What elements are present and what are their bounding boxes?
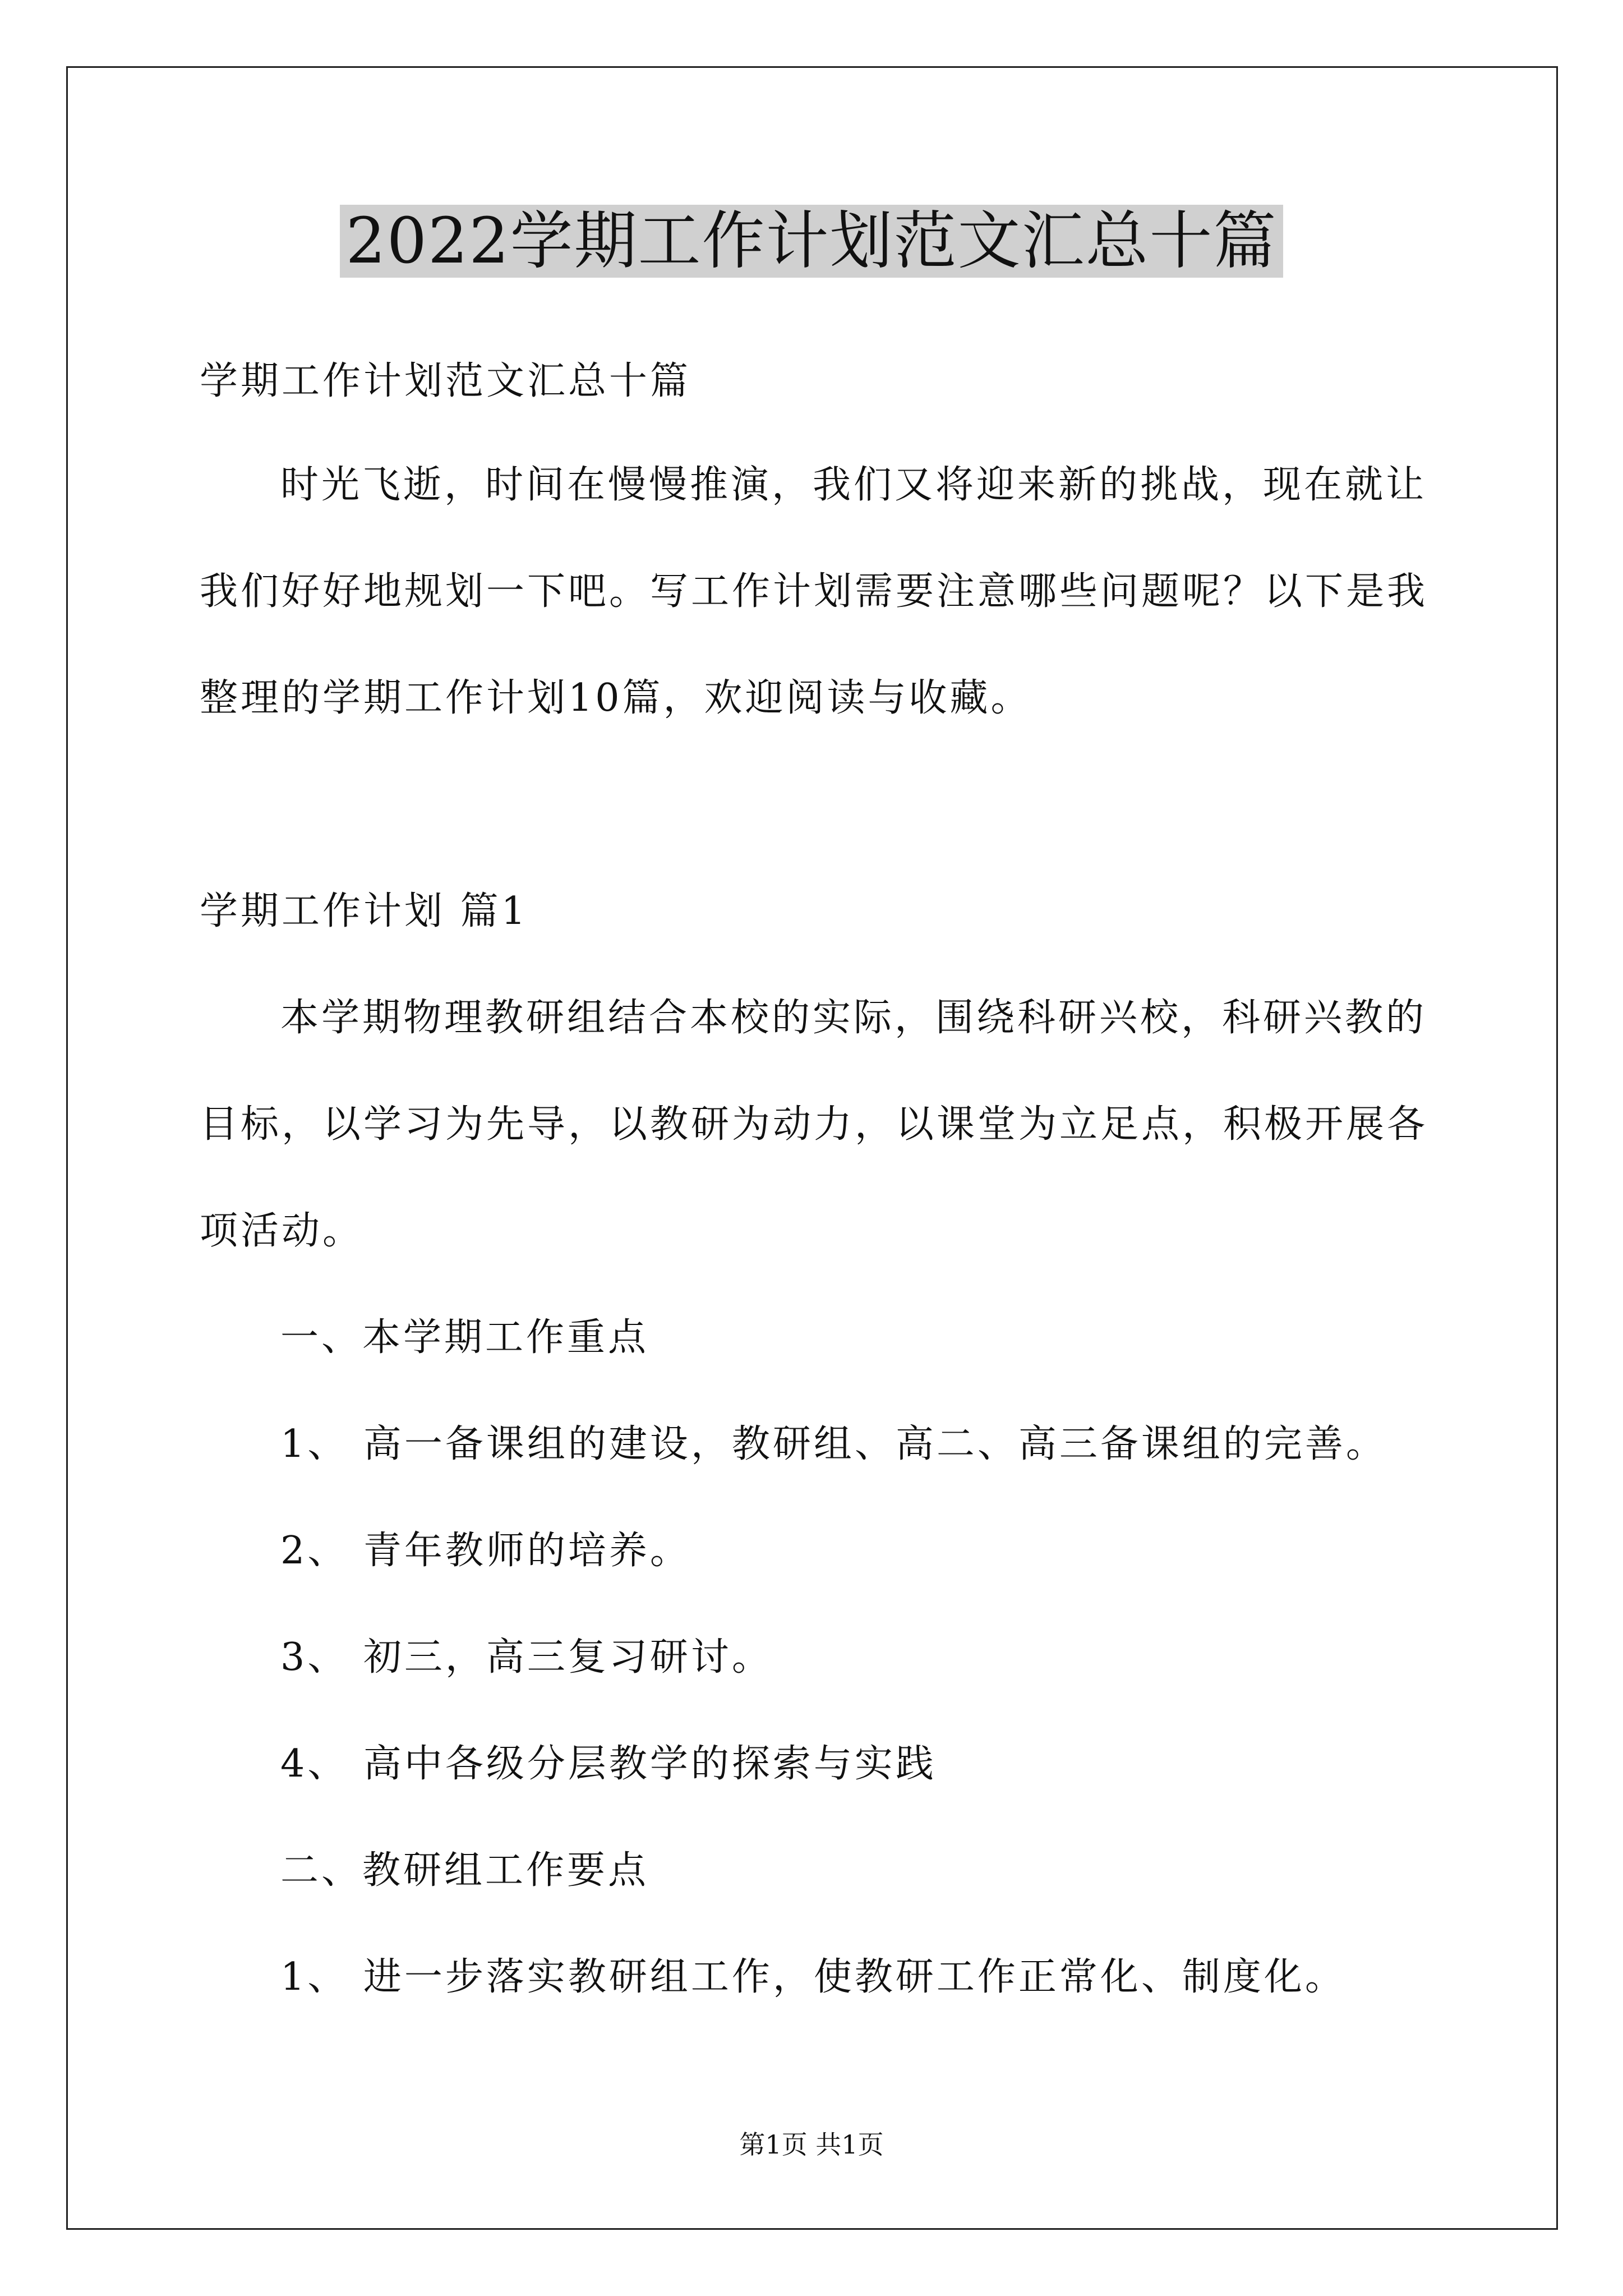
section-heading: 学期工作计划 篇1	[200, 889, 528, 933]
subtitle: 学期工作计划范文汇总十篇	[200, 359, 691, 403]
document-title-text: 2022学期工作计划范文汇总十篇	[340, 205, 1283, 278]
point-1-4: 4、 高中各级分层教学的探索与实践	[280, 1742, 937, 1786]
section-para-line-3: 项活动。	[200, 1209, 364, 1253]
point-1-2: 2、 青年教师的培养。	[280, 1529, 691, 1573]
point-1-3: 3、 初三，高三复习研讨。	[280, 1635, 773, 1680]
page-footer: 第1页 共1页	[739, 2129, 884, 2160]
section-para-line-2: 目标，以学习为先导，以教研为动力，以课堂为立足点，积极开展各	[200, 1102, 1428, 1147]
section-para-line-1: 本学期物理教研组结合本校的实际，围绕科研兴校，科研兴教的	[280, 996, 1427, 1040]
intro-line-2: 我们好好地规划一下吧。写工作计划需要注意哪些问题呢？以下是我	[200, 569, 1428, 614]
point-2-1: 1、 进一步落实教研组工作，使教研工作正常化、制度化。	[280, 1955, 1346, 1999]
heading-group-points: 二、教研组工作要点	[280, 1848, 649, 1893]
point-1-1: 1、 高一备课组的建设，教研组、高二、高三备课组的完善。	[280, 1422, 1387, 1466]
document-title	[0, 199, 1623, 283]
heading-work-focus: 一、本学期工作重点	[280, 1315, 649, 1360]
intro-line-3: 整理的学期工作计划10篇，欢迎阅读与收藏。	[200, 676, 1032, 720]
intro-line-1: 时光飞逝，时间在慢慢推演，我们又将迎来新的挑战，现在就让	[280, 463, 1427, 507]
